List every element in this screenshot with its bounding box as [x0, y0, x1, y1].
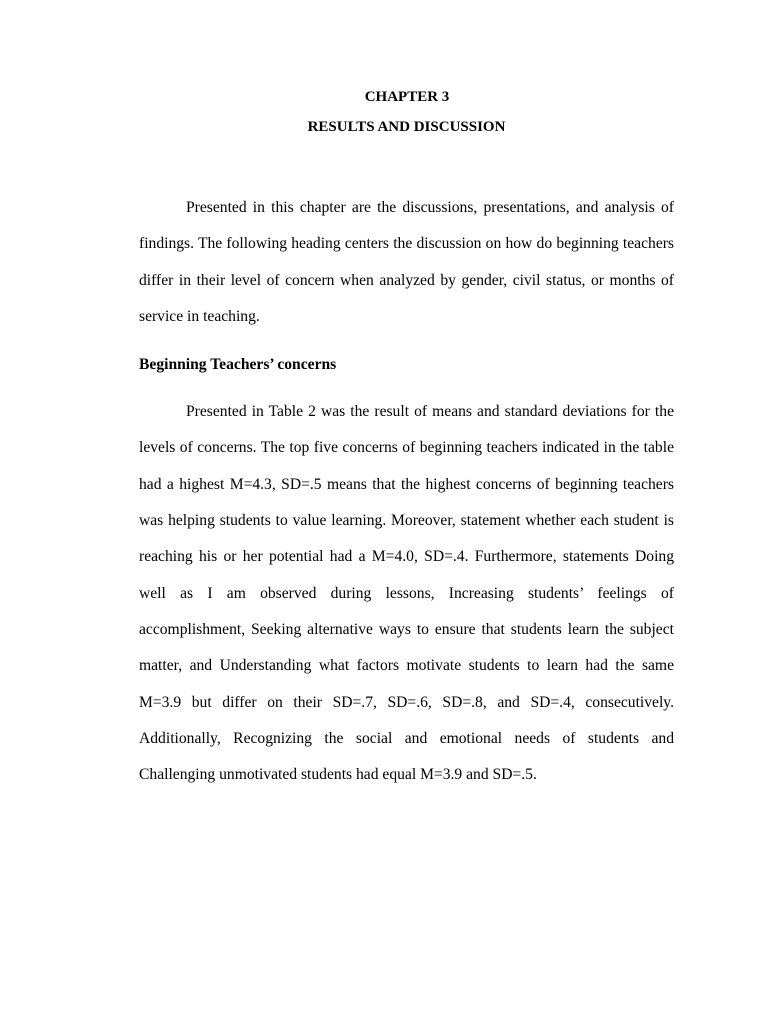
intro-paragraph: Presented in this chapter are the discussions, presentations, and analysis of findings. The following heading centers the discussion on how do beginning teachers differ in their level of concern when analyzed by gender, civil status, or months of service in teaching.	[139, 199, 674, 325]
chapter-title: RESULTS AND DISCUSSION	[307, 119, 506, 135]
document-body	[139, 87, 674, 793]
section-paragraph: Presented in Table 2 was the result of means and standard deviations for the levels of concerns. The top five concerns of beginning teachers indicated in the table had a highest M=4.3, SD=.5 means that the highest concerns of beginning teachers was helping students to value learning. Moreover, statement whether each student is reaching his or her potential had a M=4.0, SD=.4. Furthermore, statements Doing well as I am observed during lessons, Increasing students’ feelings of accomplishment, Seeking alternative ways to ensure that students learn the subject matter, and Understanding what factors motivate students to learn had the same M=3.9 but differ on their SD=.7, SD=.6, SD=.8, and SD=.4, consecutively. Additionally, Recognizing the social and emotional needs of students and Challenging unmotivated students had equal M=3.9 and SD=.5.	[139, 403, 674, 784]
chapter-number: CHAPTER 3	[364, 89, 450, 105]
section-heading: Beginning Teachers’ concerns	[139, 356, 337, 374]
